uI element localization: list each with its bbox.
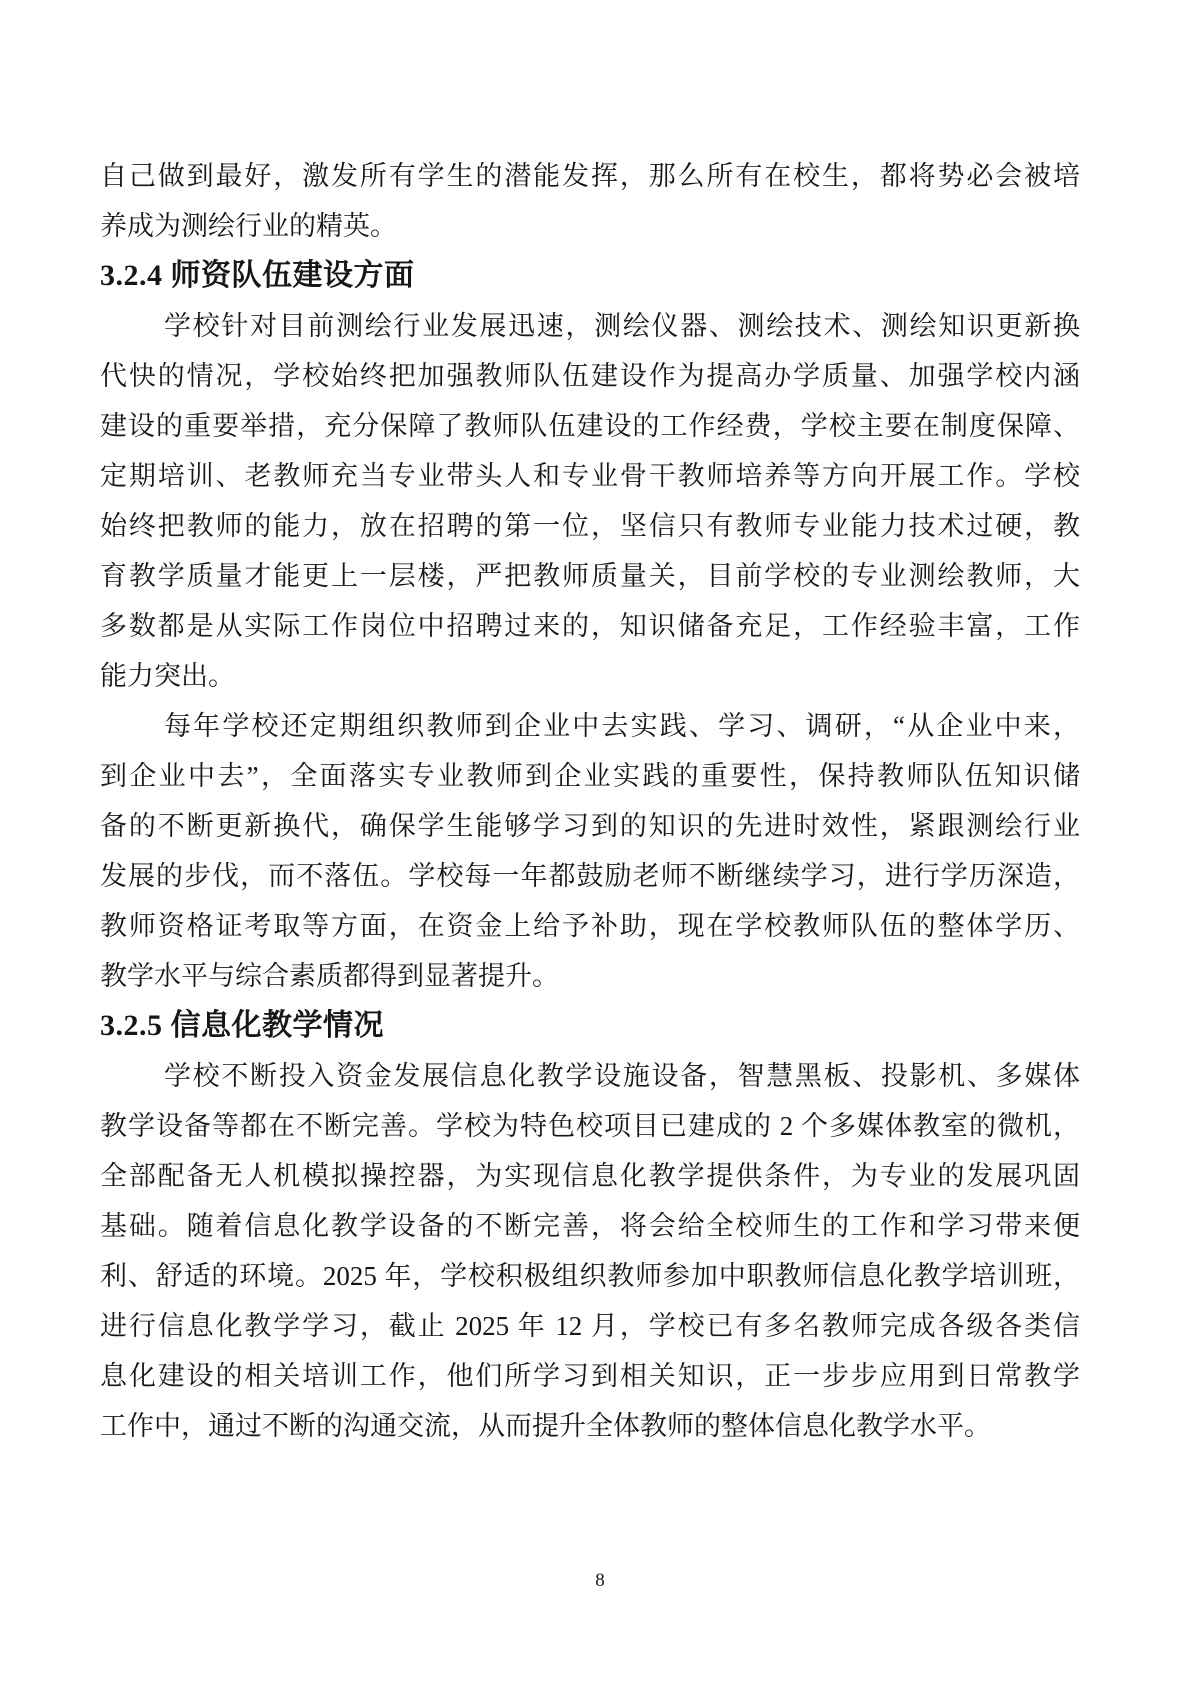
page-number: 8: [595, 1570, 605, 1591]
paragraph: [100, 301, 1080, 701]
paragraph-line: 基础。随着信息化教学设备的不断完善，将会给全校师生的工作和学习带来便: [100, 1211, 1080, 1241]
page-footer: [0, 1568, 1200, 1594]
paragraph-line: 代快的情况，学校始终把加强教师队伍建设作为提高办学质量、加强学校内涵: [100, 361, 1080, 391]
paragraph-line: 备的不断更新换代，确保学生能够学习到的知识的先进时效性，紧跟测绘行业: [100, 811, 1080, 841]
paragraph-line: 工作中，通过不断的沟通交流，从而提升全体教师的整体信息化教学水平。: [100, 1411, 991, 1441]
paragraph-line: 多数都是从实际工作岗位中招聘过来的，知识储备充足，工作经验丰富，工作: [100, 611, 1080, 641]
paragraph-line: 始终把教师的能力，放在招聘的第一位，坚信只有教师专业能力技术过硬，教: [100, 511, 1080, 541]
paragraph-line: 育教学质量才能更上一层楼，严把教师质量关，目前学校的专业测绘教师，大: [100, 561, 1080, 591]
section-heading: 3.2.4 师资队伍建设方面: [100, 259, 415, 292]
paragraph-line: 教学设备等都在不断完善。学校为特色校项目已建成的 2 个多媒体教室的微机，: [100, 1111, 1080, 1141]
paragraph-line: 到企业中去”，全面落实专业教师到企业实践的重要性，保持教师队伍知识储: [100, 761, 1080, 791]
paragraph-line: 建设的重要举措，充分保障了教师队伍建设的工作经费，学校主要在制度保障、: [100, 411, 1080, 441]
document-body: [100, 151, 1080, 1451]
paragraph-line: 息化建设的相关培训工作，他们所学习到相关知识，正一步步应用到日常教学: [100, 1361, 1080, 1391]
paragraph-line: 全部配备无人机模拟操控器，为实现信息化教学提供条件，为专业的发展巩固: [100, 1161, 1080, 1191]
paragraph: [100, 151, 1080, 251]
paragraph-line: 学校不断投入资金发展信息化教学设施设备，智慧黑板、投影机、多媒体: [164, 1061, 1080, 1091]
paragraph-line: 养成为测绘行业的精英。: [100, 211, 397, 241]
paragraph-line: 自己做到最好，激发所有学生的潜能发挥，那么所有在校生，都将势必会被培: [100, 161, 1080, 191]
section-heading: 3.2.5 信息化教学情况: [100, 1009, 384, 1042]
paragraph-line: 教学水平与综合素质都得到显著提升。: [100, 961, 559, 991]
paragraph-line: 利、舒适的环境。2025 年，学校积极组织教师参加中职教师信息化教学培训班，: [100, 1261, 1080, 1291]
paragraph-line: 发展的步伐，而不落伍。学校每一年都鼓励老师不断继续学习，进行学历深造，: [100, 861, 1080, 891]
paragraph-line: 能力突出。: [100, 661, 235, 691]
paragraph: [100, 1051, 1080, 1451]
paragraph: [100, 701, 1080, 1001]
paragraph-line: 教师资格证考取等方面，在资金上给予补助，现在学校教师队伍的整体学历、: [100, 911, 1080, 941]
paragraph-line: 每年学校还定期组织教师到企业中去实践、学习、调研，“从企业中来，: [164, 711, 1080, 741]
paragraph-line: 定期培训、老教师充当专业带头人和专业骨干教师培养等方向开展工作。学校: [100, 461, 1080, 491]
paragraph-line: 学校针对目前测绘行业发展迅速，测绘仪器、测绘技术、测绘知识更新换: [164, 311, 1080, 341]
paragraph-line: 进行信息化教学学习，截止 2025 年 12 月，学校已有多名教师完成各级各类信: [100, 1311, 1080, 1341]
